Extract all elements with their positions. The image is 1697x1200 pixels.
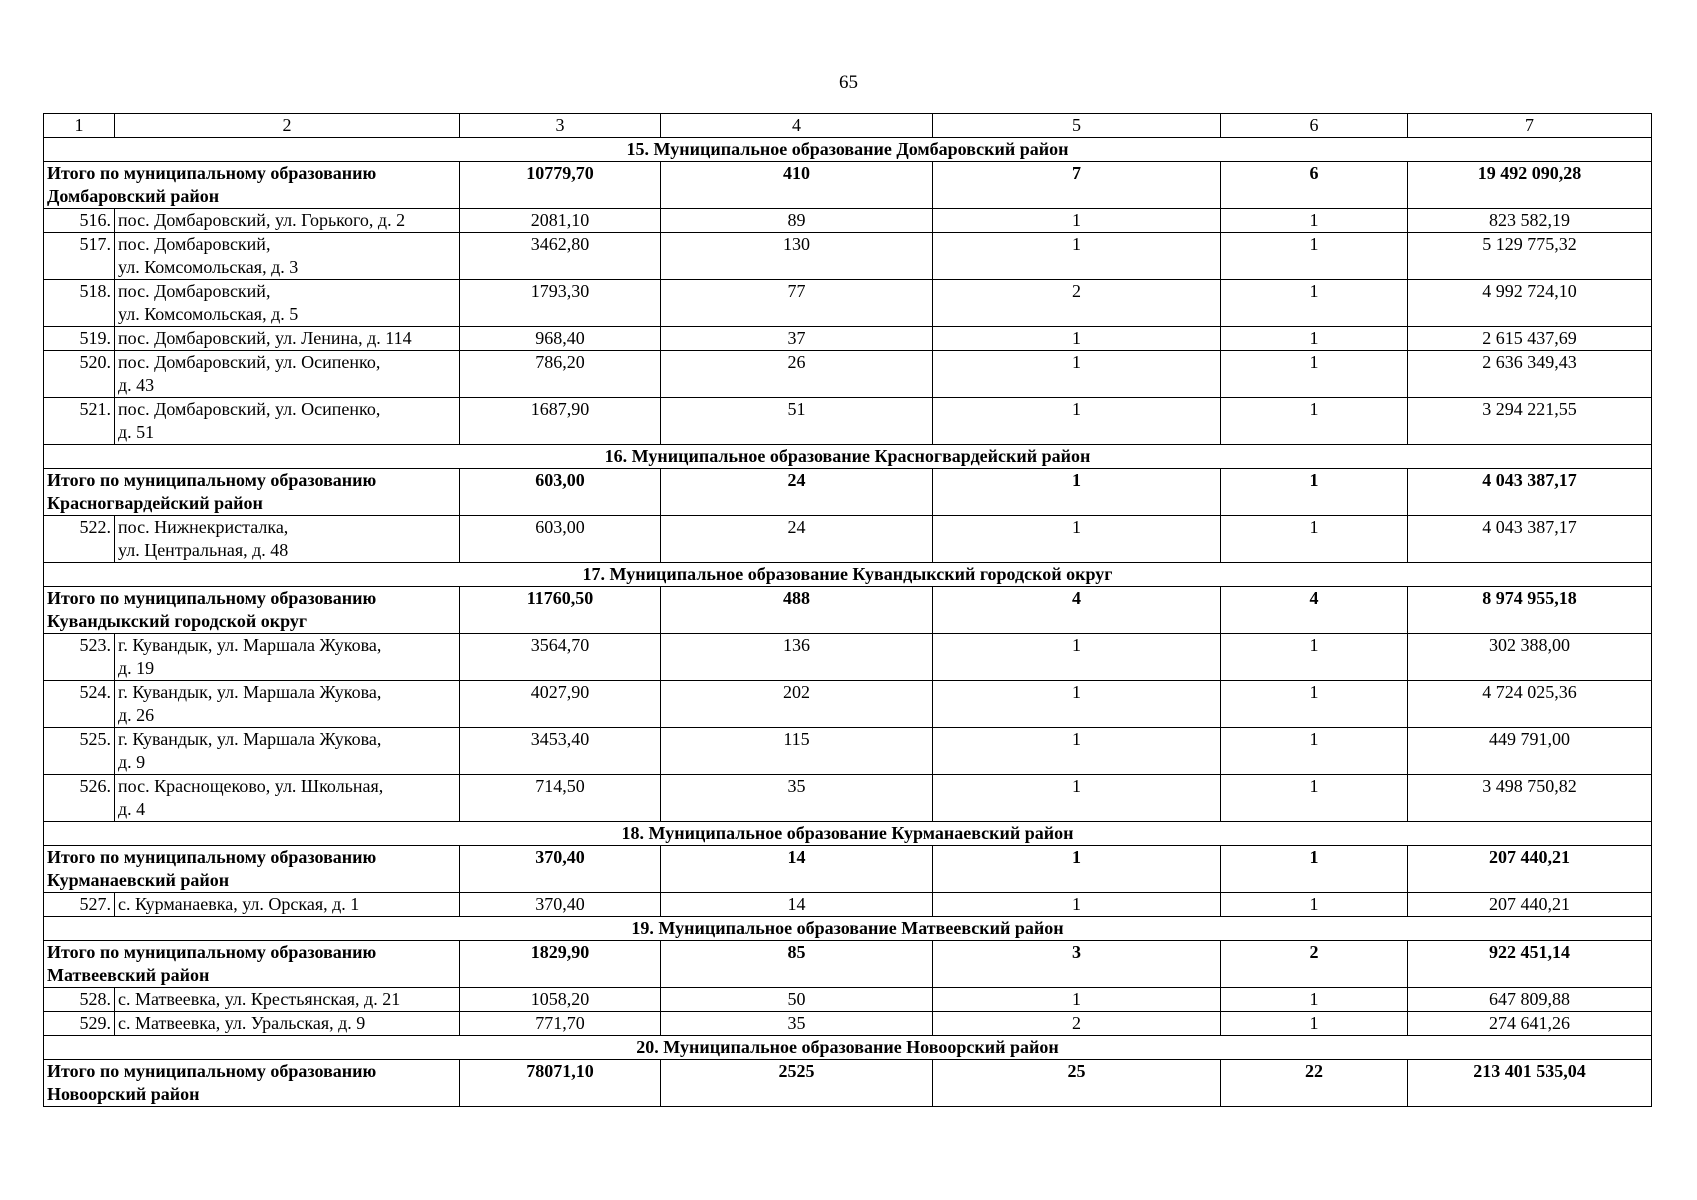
total-cost: 213 401 535,04 [1408, 1060, 1652, 1107]
row-cost: 4 043 387,17 [1408, 516, 1652, 563]
row-col6: 1 [1221, 634, 1408, 681]
row-residents: 130 [661, 233, 933, 280]
row-residents: 14 [661, 893, 933, 917]
row-area: 771,70 [460, 1012, 661, 1036]
row-address: пос. Домбаровский, ул. Комсомольская, д. 5 [115, 280, 460, 327]
column-header: 5 [933, 114, 1221, 138]
row-residents: 35 [661, 1012, 933, 1036]
section-header-row [44, 563, 1652, 587]
table-row [44, 209, 1652, 233]
total-row [44, 587, 1652, 634]
total-residents: 488 [661, 587, 933, 634]
section-header-row [44, 822, 1652, 846]
row-number: 522. [44, 516, 115, 563]
row-address: с. Матвеевка, ул. Крестьянская, д. 21 [115, 988, 460, 1012]
row-address: пос. Краснощеково, ул. Школьная, д. 4 [115, 775, 460, 822]
total-col5: 7 [933, 162, 1221, 209]
row-cost: 2 615 437,69 [1408, 327, 1652, 351]
column-header: 4 [661, 114, 933, 138]
section-title: 20. Муниципальное образование Новоорский район [44, 1036, 1652, 1060]
total-area: 1829,90 [460, 941, 661, 988]
total-col6: 6 [1221, 162, 1408, 209]
row-address: пос. Домбаровский, ул. Осипенко, д. 51 [115, 398, 460, 445]
table-row [44, 728, 1652, 775]
row-area: 3564,70 [460, 634, 661, 681]
row-col6: 1 [1221, 233, 1408, 280]
table-row [44, 988, 1652, 1012]
row-residents: 51 [661, 398, 933, 445]
column-header: 7 [1408, 114, 1652, 138]
total-col5: 4 [933, 587, 1221, 634]
row-col5: 1 [933, 681, 1221, 728]
total-label: Итого по муниципальному образованию Домбаровский район [44, 162, 460, 209]
row-number: 518. [44, 280, 115, 327]
row-col6: 1 [1221, 893, 1408, 917]
row-area: 603,00 [460, 516, 661, 563]
table-row [44, 233, 1652, 280]
table-row [44, 351, 1652, 398]
table-row [44, 681, 1652, 728]
row-cost: 823 582,19 [1408, 209, 1652, 233]
page-number: 65 [839, 72, 858, 93]
row-area: 786,20 [460, 351, 661, 398]
total-label: Итого по муниципальному образованию Кувандыкский городской округ [44, 587, 460, 634]
table-row [44, 398, 1652, 445]
table-body [44, 114, 1652, 1107]
row-cost: 2 636 349,43 [1408, 351, 1652, 398]
total-area: 78071,10 [460, 1060, 661, 1107]
row-number: 524. [44, 681, 115, 728]
section-header-row [44, 917, 1652, 941]
row-col5: 1 [933, 327, 1221, 351]
table-row [44, 634, 1652, 681]
table-row [44, 280, 1652, 327]
total-area: 370,40 [460, 846, 661, 893]
column-header: 6 [1221, 114, 1408, 138]
row-address: пос. Домбаровский, ул. Осипенко, д. 43 [115, 351, 460, 398]
row-cost: 302 388,00 [1408, 634, 1652, 681]
row-cost: 4 724 025,36 [1408, 681, 1652, 728]
section-header-row [44, 138, 1652, 162]
total-row [44, 941, 1652, 988]
total-area: 11760,50 [460, 587, 661, 634]
total-area: 10779,70 [460, 162, 661, 209]
total-col6: 4 [1221, 587, 1408, 634]
total-row [44, 846, 1652, 893]
row-col5: 1 [933, 351, 1221, 398]
section-header-row [44, 445, 1652, 469]
row-number: 527. [44, 893, 115, 917]
section-header-row [44, 1036, 1652, 1060]
row-address: с. Матвеевка, ул. Уральская, д. 9 [115, 1012, 460, 1036]
total-row [44, 162, 1652, 209]
row-col5: 1 [933, 988, 1221, 1012]
row-number: 516. [44, 209, 115, 233]
row-address: с. Курманаевка, ул. Орская, д. 1 [115, 893, 460, 917]
row-residents: 50 [661, 988, 933, 1012]
row-col5: 1 [933, 209, 1221, 233]
total-col6: 1 [1221, 469, 1408, 516]
table-row [44, 327, 1652, 351]
total-row [44, 1060, 1652, 1107]
row-address: пос. Нижнекристалка, ул. Центральная, д. 48 [115, 516, 460, 563]
row-cost: 274 641,26 [1408, 1012, 1652, 1036]
row-number: 521. [44, 398, 115, 445]
row-residents: 202 [661, 681, 933, 728]
row-area: 1687,90 [460, 398, 661, 445]
section-title: 17. Муниципальное образование Кувандыкский городской округ [44, 563, 1652, 587]
row-residents: 26 [661, 351, 933, 398]
row-area: 3462,80 [460, 233, 661, 280]
table-row [44, 775, 1652, 822]
row-area: 968,40 [460, 327, 661, 351]
row-address: пос. Домбаровский, ул. Горького, д. 2 [115, 209, 460, 233]
row-col6: 1 [1221, 351, 1408, 398]
total-area: 603,00 [460, 469, 661, 516]
row-number: 520. [44, 351, 115, 398]
column-header: 3 [460, 114, 661, 138]
total-label: Итого по муниципальному образованию Курманаевский район [44, 846, 460, 893]
row-number: 519. [44, 327, 115, 351]
row-cost: 4 992 724,10 [1408, 280, 1652, 327]
total-col5: 1 [933, 846, 1221, 893]
total-col6: 2 [1221, 941, 1408, 988]
total-cost: 207 440,21 [1408, 846, 1652, 893]
row-col6: 1 [1221, 1012, 1408, 1036]
row-col6: 1 [1221, 327, 1408, 351]
row-col5: 1 [933, 775, 1221, 822]
row-address: г. Кувандык, ул. Маршала Жукова, д. 9 [115, 728, 460, 775]
row-address: пос. Домбаровский, ул. Ленина, д. 114 [115, 327, 460, 351]
column-number-row [44, 114, 1652, 138]
total-label: Итого по муниципальному образованию Новоорский район [44, 1060, 460, 1107]
row-area: 370,40 [460, 893, 661, 917]
row-cost: 449 791,00 [1408, 728, 1652, 775]
row-residents: 136 [661, 634, 933, 681]
row-residents: 115 [661, 728, 933, 775]
row-cost: 3 294 221,55 [1408, 398, 1652, 445]
row-cost: 207 440,21 [1408, 893, 1652, 917]
row-col6: 1 [1221, 775, 1408, 822]
row-col5: 2 [933, 280, 1221, 327]
section-title: 15. Муниципальное образование Домбаровский район [44, 138, 1652, 162]
row-residents: 37 [661, 327, 933, 351]
row-number: 529. [44, 1012, 115, 1036]
row-col5: 1 [933, 398, 1221, 445]
table-row [44, 893, 1652, 917]
row-residents: 24 [661, 516, 933, 563]
total-residents: 14 [661, 846, 933, 893]
row-col6: 1 [1221, 728, 1408, 775]
row-col6: 1 [1221, 681, 1408, 728]
row-col6: 1 [1221, 280, 1408, 327]
row-address: пос. Домбаровский, ул. Комсомольская, д. 3 [115, 233, 460, 280]
total-col5: 25 [933, 1060, 1221, 1107]
row-area: 1793,30 [460, 280, 661, 327]
row-cost: 647 809,88 [1408, 988, 1652, 1012]
total-col6: 22 [1221, 1060, 1408, 1107]
total-col5: 1 [933, 469, 1221, 516]
column-header: 2 [115, 114, 460, 138]
total-col6: 1 [1221, 846, 1408, 893]
row-col6: 1 [1221, 516, 1408, 563]
total-cost: 19 492 090,28 [1408, 162, 1652, 209]
row-area: 4027,90 [460, 681, 661, 728]
total-residents: 85 [661, 941, 933, 988]
row-area: 2081,10 [460, 209, 661, 233]
row-col6: 1 [1221, 988, 1408, 1012]
table-row [44, 1012, 1652, 1036]
row-cost: 5 129 775,32 [1408, 233, 1652, 280]
total-label: Итого по муниципальному образованию Матвеевский район [44, 941, 460, 988]
row-col5: 1 [933, 516, 1221, 563]
total-residents: 24 [661, 469, 933, 516]
row-residents: 89 [661, 209, 933, 233]
row-address: г. Кувандык, ул. Маршала Жукова, д. 26 [115, 681, 460, 728]
row-number: 528. [44, 988, 115, 1012]
row-cost: 3 498 750,82 [1408, 775, 1652, 822]
total-row [44, 469, 1652, 516]
total-col5: 3 [933, 941, 1221, 988]
total-cost: 4 043 387,17 [1408, 469, 1652, 516]
column-header: 1 [44, 114, 115, 138]
total-residents: 2525 [661, 1060, 933, 1107]
row-col5: 1 [933, 728, 1221, 775]
total-cost: 922 451,14 [1408, 941, 1652, 988]
section-title: 18. Муниципальное образование Курманаевский район [44, 822, 1652, 846]
row-col5: 1 [933, 893, 1221, 917]
registry-table [43, 113, 1652, 1107]
total-label: Итого по муниципальному образованию Красногвардейский район [44, 469, 460, 516]
row-number: 517. [44, 233, 115, 280]
row-address: г. Кувандык, ул. Маршала Жукова, д. 19 [115, 634, 460, 681]
row-number: 523. [44, 634, 115, 681]
row-area: 3453,40 [460, 728, 661, 775]
row-col5: 2 [933, 1012, 1221, 1036]
section-title: 16. Муниципальное образование Красногвардейский район [44, 445, 1652, 469]
row-area: 714,50 [460, 775, 661, 822]
row-number: 526. [44, 775, 115, 822]
row-col5: 1 [933, 233, 1221, 280]
table-row [44, 516, 1652, 563]
row-residents: 77 [661, 280, 933, 327]
row-col5: 1 [933, 634, 1221, 681]
row-col6: 1 [1221, 398, 1408, 445]
section-title: 19. Муниципальное образование Матвеевский район [44, 917, 1652, 941]
total-residents: 410 [661, 162, 933, 209]
total-cost: 8 974 955,18 [1408, 587, 1652, 634]
row-number: 525. [44, 728, 115, 775]
row-area: 1058,20 [460, 988, 661, 1012]
row-col6: 1 [1221, 209, 1408, 233]
row-residents: 35 [661, 775, 933, 822]
